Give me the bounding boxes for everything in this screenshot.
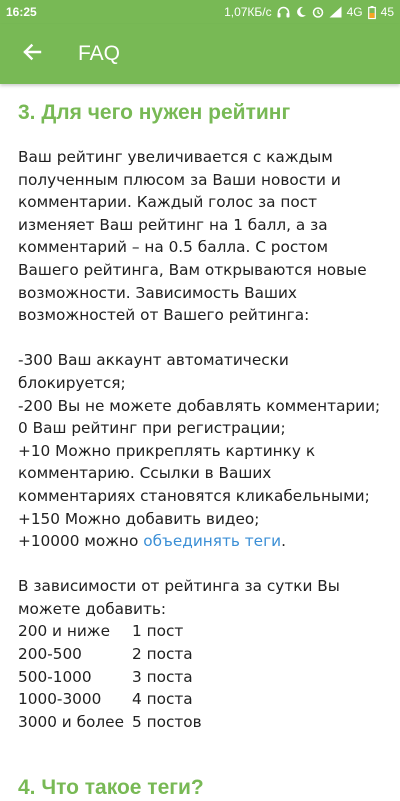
rating-range: 500-1000 — [18, 667, 92, 686]
merge-tags-link[interactable]: объединять теги — [143, 532, 282, 551]
status-icons — [224, 5, 394, 19]
app-bar — [0, 24, 400, 84]
faq-content[interactable] — [0, 84, 400, 800]
post-count: 5 постов — [132, 712, 202, 731]
status-bar — [0, 0, 400, 24]
rating-level-item: +150 Можно добавить видео; — [18, 509, 260, 528]
post-count: 4 поста — [132, 690, 193, 709]
rating-level-item — [18, 530, 382, 553]
level-text-end: . — [281, 532, 286, 551]
network-type: 4G — [346, 5, 363, 19]
page-title: FAQ — [78, 42, 121, 65]
battery-level: 45 — [380, 5, 394, 19]
rating-range: 1000-3000 — [18, 690, 102, 709]
table-row — [18, 643, 382, 666]
rating-level-item: -200 Вы не можете добавлять комментарии; — [18, 396, 381, 415]
table-row — [18, 711, 382, 734]
table-row — [18, 688, 382, 711]
table-row — [18, 620, 382, 643]
post-count: 3 поста — [132, 667, 193, 686]
alarm-icon — [312, 6, 324, 18]
section-title: 3. Для чего нужен рейтинг — [18, 101, 291, 124]
status-time: 16:25 — [6, 5, 37, 19]
level-text: +10000 можно — [18, 532, 144, 551]
rating-level-item: -300 Ваш аккаунт автоматически блокируется; — [18, 351, 289, 392]
rating-range: 200-500 — [18, 645, 82, 664]
daily-limit-intro: В зависимости от рейтинга за сутки Вы можете добавить: — [18, 577, 340, 618]
rating-level-item: 0 Ваш рейтинг при регистрации; — [18, 419, 286, 438]
rating-level-item: +10 Можно прикреплять картинку к комментарию. Ссылки в Ваших комментариях становятся кликабельными; — [18, 441, 370, 505]
network-speed: 1,07КБ/с — [224, 5, 272, 19]
moon-icon — [295, 6, 307, 18]
back-button[interactable] — [0, 24, 64, 84]
table-row — [18, 666, 382, 689]
post-count: 1 пост — [132, 622, 184, 641]
battery-icon — [368, 6, 376, 19]
rating-range: 200 и ниже — [18, 622, 110, 641]
post-count: 2 поста — [132, 645, 193, 664]
signal-icon — [329, 6, 342, 18]
rating-range: 3000 и более — [18, 712, 124, 731]
back-arrow-icon — [22, 42, 42, 66]
headphones-icon — [277, 6, 290, 18]
next-section-title: 4. Что такое теги? — [18, 776, 204, 800]
intro-paragraph: Ваш рейтинг увеличивается с каждым полученным плюсом за Ваши новости и комментарии. Каждый голос за пост изменяет Ваш рейтинг на 1 балл, а за комментарий – на 0.5 балла. С ростом Вашего рейтинга, Вам открываются новые возможности. Зависимость Ваших возможностей от Вашего рейтинга: — [18, 148, 367, 325]
